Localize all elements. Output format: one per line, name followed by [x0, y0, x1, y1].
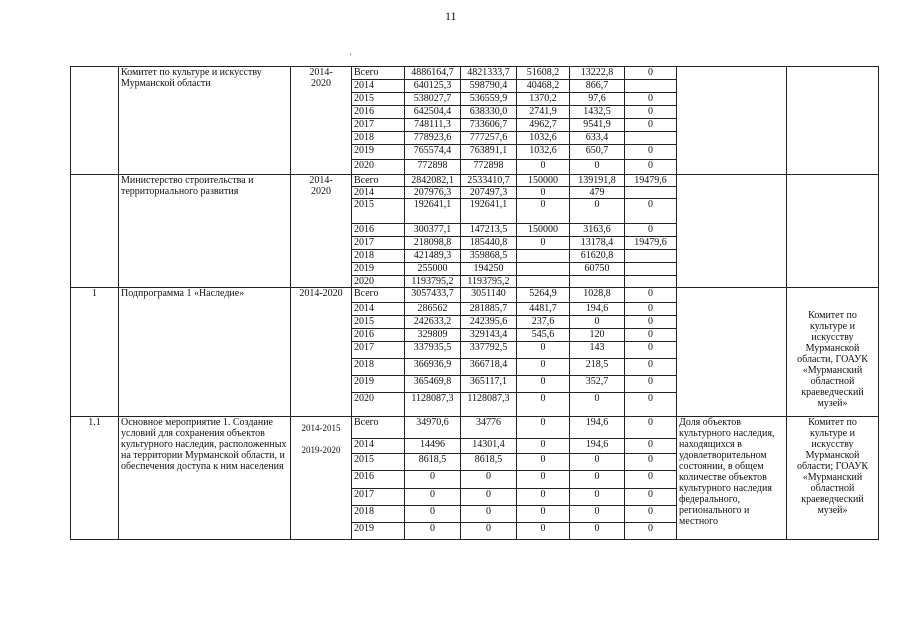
value-cell: 242633,2: [405, 316, 461, 329]
year-cell: 2019: [352, 376, 405, 393]
block-index: [71, 175, 119, 288]
value-cell: 479: [570, 187, 625, 199]
value-cell: 143: [570, 342, 625, 359]
value-cell: 0: [517, 523, 570, 540]
value-cell: 0: [625, 329, 677, 342]
value-cell: 0: [625, 145, 677, 160]
value-cell: 0: [517, 342, 570, 359]
value-cell: 4821333,7: [461, 67, 517, 80]
value-cell: 337792,5: [461, 342, 517, 359]
value-cell: 1032,6: [517, 132, 570, 145]
value-cell: 0: [625, 199, 677, 224]
value-cell: 1370,2: [517, 93, 570, 106]
value-cell: 650,7: [570, 145, 625, 160]
block-index: 1.1: [71, 417, 119, 540]
year-cell: Всего: [352, 175, 405, 187]
value-cell: 1432,5: [570, 106, 625, 119]
year-cell: 2019: [352, 145, 405, 160]
value-cell: 3057433,7: [405, 288, 461, 303]
value-cell: 0: [461, 506, 517, 523]
value-cell: 777257,6: [461, 132, 517, 145]
value-cell: 0: [625, 288, 677, 303]
value-cell: 51608,2: [517, 67, 570, 80]
value-cell: 538027,7: [405, 93, 461, 106]
value-cell: 778923,6: [405, 132, 461, 145]
value-cell: 337935,5: [405, 342, 461, 359]
value-cell: 192641,1: [405, 199, 461, 224]
block-period: 2014- 2020: [291, 67, 352, 175]
year-cell: Всего: [352, 288, 405, 303]
value-cell: [625, 132, 677, 145]
value-cell: 2533410,7: [461, 175, 517, 187]
value-cell: 0: [625, 376, 677, 393]
value-cell: [625, 263, 677, 276]
value-cell: 139191,8: [570, 175, 625, 187]
value-cell: 13222,8: [570, 67, 625, 80]
value-cell: 255000: [405, 263, 461, 276]
year-cell: 2016: [352, 224, 405, 237]
year-cell: 2018: [352, 359, 405, 376]
year-cell: 2020: [352, 160, 405, 175]
value-cell: 14496: [405, 439, 461, 454]
value-cell: 3051140: [461, 288, 517, 303]
year-cell: 2014: [352, 439, 405, 454]
value-cell: 0: [517, 454, 570, 471]
value-cell: 0: [570, 454, 625, 471]
year-cell: 2016: [352, 471, 405, 489]
value-cell: 0: [570, 199, 625, 224]
value-cell: 329809: [405, 329, 461, 342]
responsible-executor: Комитет по культуре и искусству Мурманской области, ГОАУК «Мурманский областной краеведческий музей»: [787, 288, 879, 417]
value-cell: 5264,9: [517, 288, 570, 303]
value-cell: 0: [570, 160, 625, 175]
value-cell: 194,6: [570, 417, 625, 439]
year-cell: 2020: [352, 393, 405, 417]
value-cell: 0: [517, 199, 570, 224]
value-cell: 120: [570, 329, 625, 342]
value-cell: 286562: [405, 303, 461, 316]
value-cell: 0: [517, 393, 570, 417]
year-cell: 2018: [352, 506, 405, 523]
value-cell: 0: [570, 316, 625, 329]
value-cell: 765574,4: [405, 145, 461, 160]
table-body: [71, 67, 879, 540]
value-cell: 300377,1: [405, 224, 461, 237]
value-cell: 218098,8: [405, 237, 461, 250]
value-cell: 1193795,2: [405, 276, 461, 288]
value-cell: 34970,6: [405, 417, 461, 439]
value-cell: 0: [570, 489, 625, 506]
value-cell: 352,7: [570, 376, 625, 393]
value-cell: 633,4: [570, 132, 625, 145]
block-index: 1: [71, 288, 119, 417]
value-cell: 19479,6: [625, 237, 677, 250]
value-cell: 329143,4: [461, 329, 517, 342]
value-cell: 0: [517, 187, 570, 199]
value-cell: 0: [517, 439, 570, 454]
value-cell: 1128087,3: [461, 393, 517, 417]
year-cell: 2016: [352, 329, 405, 342]
year-cell: 2015: [352, 316, 405, 329]
value-cell: 0: [570, 523, 625, 540]
indicator-note: [677, 288, 787, 417]
value-cell: 150000: [517, 224, 570, 237]
responsible-executor: Комитет по культуре и искусству Мурманской области; ГОАУК «Мурманский областной краеведческий музей»: [787, 417, 879, 540]
value-cell: 598790,4: [461, 80, 517, 93]
value-cell: 0: [461, 471, 517, 489]
value-cell: 9541,9: [570, 119, 625, 132]
year-cell: 2016: [352, 106, 405, 119]
value-cell: 97,6: [570, 93, 625, 106]
value-cell: 61620,8: [570, 250, 625, 263]
value-cell: 194,6: [570, 439, 625, 454]
value-cell: 207497,3: [461, 187, 517, 199]
value-cell: 1193795,2: [461, 276, 517, 288]
value-cell: [570, 276, 625, 288]
value-cell: 0: [405, 523, 461, 540]
value-cell: 19479,6: [625, 175, 677, 187]
value-cell: 421489,3: [405, 250, 461, 263]
value-cell: 150000: [517, 175, 570, 187]
block-period: 2014- 2020: [291, 175, 352, 288]
year-cell: 2014: [352, 187, 405, 199]
year-cell: 2017: [352, 237, 405, 250]
value-cell: 366936,9: [405, 359, 461, 376]
block-name: Подпрограмма 1 «Наследие»: [119, 288, 291, 417]
value-cell: 40468,2: [517, 80, 570, 93]
year-cell: 2017: [352, 489, 405, 506]
value-cell: 1028,8: [570, 288, 625, 303]
value-cell: 359868,5: [461, 250, 517, 263]
responsible-executor: [787, 175, 879, 288]
value-cell: 365469,8: [405, 376, 461, 393]
value-cell: 207976,3: [405, 187, 461, 199]
indicator-note: Доля объектов культурного наследия, находящихся в удовлетворительном состоянии, в общем количестве объектов культурного наследия федерального, регионального и местного: [677, 417, 787, 540]
value-cell: 281885,7: [461, 303, 517, 316]
year-cell: 2019: [352, 523, 405, 540]
block-name: Комитет по культуре и искусству Мурманской области: [119, 67, 291, 175]
value-cell: 642504,4: [405, 106, 461, 119]
value-cell: 0: [517, 417, 570, 439]
year-cell: 2020: [352, 276, 405, 288]
block-name: Основное мероприятие 1. Создание условий для сохранения объектов культурного наследия, расположенных на территории Мурманской области, и обеспечения доступа к ним населения: [119, 417, 291, 540]
value-cell: [625, 250, 677, 263]
value-cell: 0: [625, 471, 677, 489]
indicator-note: [677, 175, 787, 288]
value-cell: 0: [517, 489, 570, 506]
value-cell: 147213,5: [461, 224, 517, 237]
value-cell: 194250: [461, 263, 517, 276]
value-cell: 0: [625, 67, 677, 80]
value-cell: 4481,7: [517, 303, 570, 316]
value-cell: 763891,1: [461, 145, 517, 160]
value-cell: 0: [570, 393, 625, 417]
table-row: [71, 288, 879, 303]
value-cell: [517, 250, 570, 263]
value-cell: 545,6: [517, 329, 570, 342]
value-cell: 772898: [461, 160, 517, 175]
year-cell: 2017: [352, 119, 405, 132]
value-cell: 0: [625, 119, 677, 132]
value-cell: 0: [405, 489, 461, 506]
value-cell: [625, 276, 677, 288]
block-period: 2014-2015 2019-2020: [291, 417, 352, 540]
value-cell: 0: [625, 506, 677, 523]
page-number: 11: [445, 9, 457, 23]
table-row: [71, 417, 879, 439]
value-cell: 0: [517, 471, 570, 489]
block-name: Министерство строительства и территориального развития: [119, 175, 291, 288]
value-cell: 0: [625, 316, 677, 329]
value-cell: 2842082,1: [405, 175, 461, 187]
value-cell: 0: [625, 342, 677, 359]
value-cell: 0: [461, 489, 517, 506]
budget-table: [70, 66, 879, 540]
block-index: [71, 67, 119, 175]
value-cell: 1128087,3: [405, 393, 461, 417]
value-cell: 772898: [405, 160, 461, 175]
value-cell: 8618,5: [405, 454, 461, 471]
value-cell: 365117,1: [461, 376, 517, 393]
value-cell: 0: [625, 393, 677, 417]
value-cell: 0: [625, 454, 677, 471]
table-row: [71, 67, 879, 80]
value-cell: 0: [625, 224, 677, 237]
value-cell: 536559,9: [461, 93, 517, 106]
value-cell: 0: [625, 303, 677, 316]
value-cell: 4962,7: [517, 119, 570, 132]
block-period: 2014-2020: [291, 288, 352, 417]
value-cell: 866,7: [570, 80, 625, 93]
value-cell: 0: [405, 506, 461, 523]
year-cell: 2015: [352, 199, 405, 224]
value-cell: 194,6: [570, 303, 625, 316]
year-cell: Всего: [352, 67, 405, 80]
value-cell: [625, 187, 677, 199]
responsible-executor: [787, 67, 879, 175]
value-cell: 0: [625, 359, 677, 376]
value-cell: 0: [517, 237, 570, 250]
value-cell: 0: [405, 471, 461, 489]
value-cell: 218,5: [570, 359, 625, 376]
table-row: [71, 175, 879, 187]
value-cell: 0: [570, 506, 625, 523]
year-cell: 2018: [352, 132, 405, 145]
value-cell: 0: [517, 160, 570, 175]
value-cell: 0: [625, 93, 677, 106]
value-cell: 242395,6: [461, 316, 517, 329]
value-cell: 185440,8: [461, 237, 517, 250]
value-cell: 0: [625, 489, 677, 506]
value-cell: 0: [625, 417, 677, 439]
value-cell: 366718,4: [461, 359, 517, 376]
value-cell: 1032,6: [517, 145, 570, 160]
value-cell: 638330,0: [461, 106, 517, 119]
value-cell: [517, 263, 570, 276]
value-cell: 8618,5: [461, 454, 517, 471]
year-cell: 2014: [352, 303, 405, 316]
value-cell: 0: [625, 523, 677, 540]
value-cell: 0: [625, 106, 677, 119]
value-cell: 192641,1: [461, 199, 517, 224]
value-cell: 237,6: [517, 316, 570, 329]
year-cell: 2014: [352, 80, 405, 93]
value-cell: 34776: [461, 417, 517, 439]
value-cell: 60750: [570, 263, 625, 276]
scan-mark: ': [350, 52, 352, 61]
value-cell: 0: [625, 160, 677, 175]
year-cell: 2015: [352, 454, 405, 471]
value-cell: 0: [517, 359, 570, 376]
value-cell: 2741,9: [517, 106, 570, 119]
year-cell: 2018: [352, 250, 405, 263]
value-cell: 733606,7: [461, 119, 517, 132]
year-cell: 2015: [352, 93, 405, 106]
value-cell: 0: [517, 376, 570, 393]
value-cell: 748111,3: [405, 119, 461, 132]
value-cell: [517, 276, 570, 288]
value-cell: 13178,4: [570, 237, 625, 250]
year-cell: 2019: [352, 263, 405, 276]
year-cell: Всего: [352, 417, 405, 439]
value-cell: 14301,4: [461, 439, 517, 454]
value-cell: 0: [570, 471, 625, 489]
value-cell: 3163,6: [570, 224, 625, 237]
value-cell: 4886164,7: [405, 67, 461, 80]
value-cell: 0: [625, 439, 677, 454]
value-cell: 640125,3: [405, 80, 461, 93]
indicator-note: [677, 67, 787, 175]
year-cell: 2017: [352, 342, 405, 359]
value-cell: 0: [517, 506, 570, 523]
value-cell: [625, 80, 677, 93]
value-cell: 0: [461, 523, 517, 540]
